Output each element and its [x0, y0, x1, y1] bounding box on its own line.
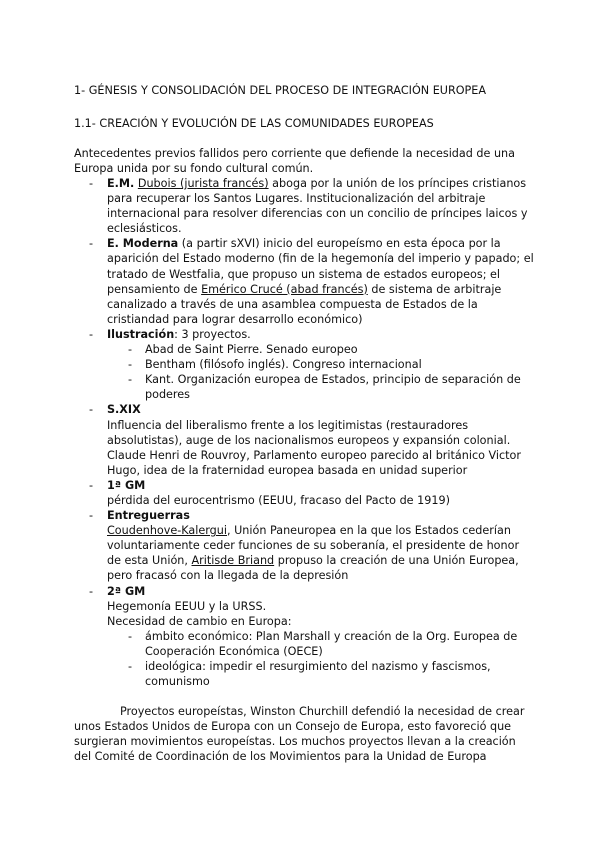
item-label: Entreguerras — [107, 509, 190, 523]
item-text-part: , Unión Paneuropea en la que los Estados cederían voluntariamente ceder funciones de su soberanía, el presidente de honor de esta Unión, — [107, 524, 520, 568]
item-text — [107, 523, 534, 583]
bullet-dash: - — [89, 177, 94, 190]
item-label: 2ª GM — [107, 584, 146, 598]
item-text: Influencia del liberalismo frente a los legitimistas (restauradores absolutistas), auge de los nacionalismos europeos y expansión colonial. Claude Henri de Rouvroy, Parlamento europeo parecido al británico Victor Hugo, idea de la fraternidad europea basada en unidad superior — [107, 418, 522, 477]
sub-item-text: Bentham (filósofo inglés). Congreso internacional — [145, 358, 422, 372]
list-item-moderna — [74, 236, 534, 327]
item-label: Ilustración — [107, 327, 175, 341]
bullet-dash: - — [128, 373, 133, 387]
link-emerico-cruce[interactable]: Emérico Crucé (abad francés) — [201, 282, 368, 296]
sub-item — [74, 372, 534, 402]
sub-item-text: ideológica: impedir el resurgimiento del nazismo y fascismos, comunismo — [145, 660, 491, 689]
sub-item — [74, 357, 534, 372]
link-dubois[interactable]: Dubois (jurista francés) — [137, 177, 269, 190]
item-text: : 3 proyectos. — [174, 327, 251, 341]
bullet-dash: - — [128, 660, 133, 673]
list-item-ilustracion — [74, 327, 534, 402]
item-text: de sistema de arbitraje canalizado a través de una asamblea compuesta de Estados de la cristiandad para lograr desarrollo económico) — [107, 282, 502, 326]
sub-item — [74, 342, 534, 357]
item-label: E. Moderna — [107, 237, 179, 251]
item-text: aboga por la unión de los príncipes cristianos para recuperar los Santos Lugares. Institucionalización del arbitraje internacional para resolver diferencias con un concilio de príncipes laicos y eclesiásticos. — [107, 177, 528, 236]
bullet-dash: - — [89, 584, 94, 598]
indent — [74, 705, 120, 718]
item-text-part: propuso la creación de una Unión Europea, pero fracasó con la llegada de la depresión — [107, 554, 519, 583]
item-label: E.M. — [107, 177, 135, 190]
list-item-sxix — [74, 402, 534, 477]
item-text: (a partir sXVI) inicio del europeísmo en esta época por la aparición del Estado moderno (fin de la hegemonía del imperio y papado; el tratado de Westfalia, que propuso un sistema de estados europeos; el pensamiento de — [107, 237, 534, 296]
bullet-dash: - — [128, 343, 133, 357]
link-briand[interactable]: Aritisde Briand — [191, 554, 275, 568]
item-label: 1ª GM — [107, 478, 146, 492]
list-item-entreguerras — [74, 508, 534, 583]
bullet-dash: - — [128, 629, 133, 643]
item-text: Necesidad de cambio en Europa: — [107, 614, 292, 628]
list-item-gm1 — [74, 478, 534, 508]
list-item-em — [74, 176, 534, 236]
bullet-dash: - — [89, 478, 94, 492]
sub-item-text: Kant. Organización europea de Estados, principio de separación de poderes — [145, 373, 521, 402]
bullet-dash: - — [128, 358, 133, 372]
bullet-dash: - — [89, 403, 94, 417]
sub-item — [74, 629, 534, 659]
bullet-dash: - — [89, 327, 94, 341]
heading-1: 1- GÉNESIS Y CONSOLIDACIÓN DEL PROCESO DE INTEGRACIÓN EUROPEA — [74, 84, 487, 97]
bullet-dash: - — [89, 509, 94, 523]
sub-item-text: ámbito económico: Plan Marshall y creación de la Org. Europea de Cooperación Económica (OECE) — [145, 629, 518, 658]
item-text: Hegemonía EEUU y la URSS. — [107, 599, 267, 613]
link-coudenhove[interactable]: Coudenhove-Kalergui — [107, 524, 227, 538]
item-label: S.XIX — [107, 403, 141, 417]
list-item-gm2 — [74, 584, 534, 690]
sub-item — [74, 659, 534, 689]
sub-item-text: Abad de Saint Pierre. Senado europeo — [145, 343, 358, 357]
antecedents-list — [74, 176, 534, 689]
heading-2: 1.1- CREACIÓN Y EVOLUCIÓN DE LAS COMUNIDADES EUROPEAS — [74, 117, 434, 130]
intro-paragraph: Antecedentes previos fallidos pero corriente que defiende la necesidad de una Europa unida por su fondo cultural común. — [74, 147, 515, 176]
closing-text: Proyectos europeístas, Winston Churchill defendió la necesidad de crear unos Estados Unidos de Europa con un Consejo de Europa, esto favoreció que surgieran movimientos europeístas. Los muchos proyectos llevan a la creación del Comité de Coordinación de los Movimientos para la Unidad de Europa — [74, 705, 525, 764]
item-text: pérdida del eurocentrismo (EEUU, fracaso del Pacto de 1919) — [107, 493, 450, 507]
bullet-dash: - — [89, 237, 94, 251]
closing-paragraph — [74, 704, 534, 764]
